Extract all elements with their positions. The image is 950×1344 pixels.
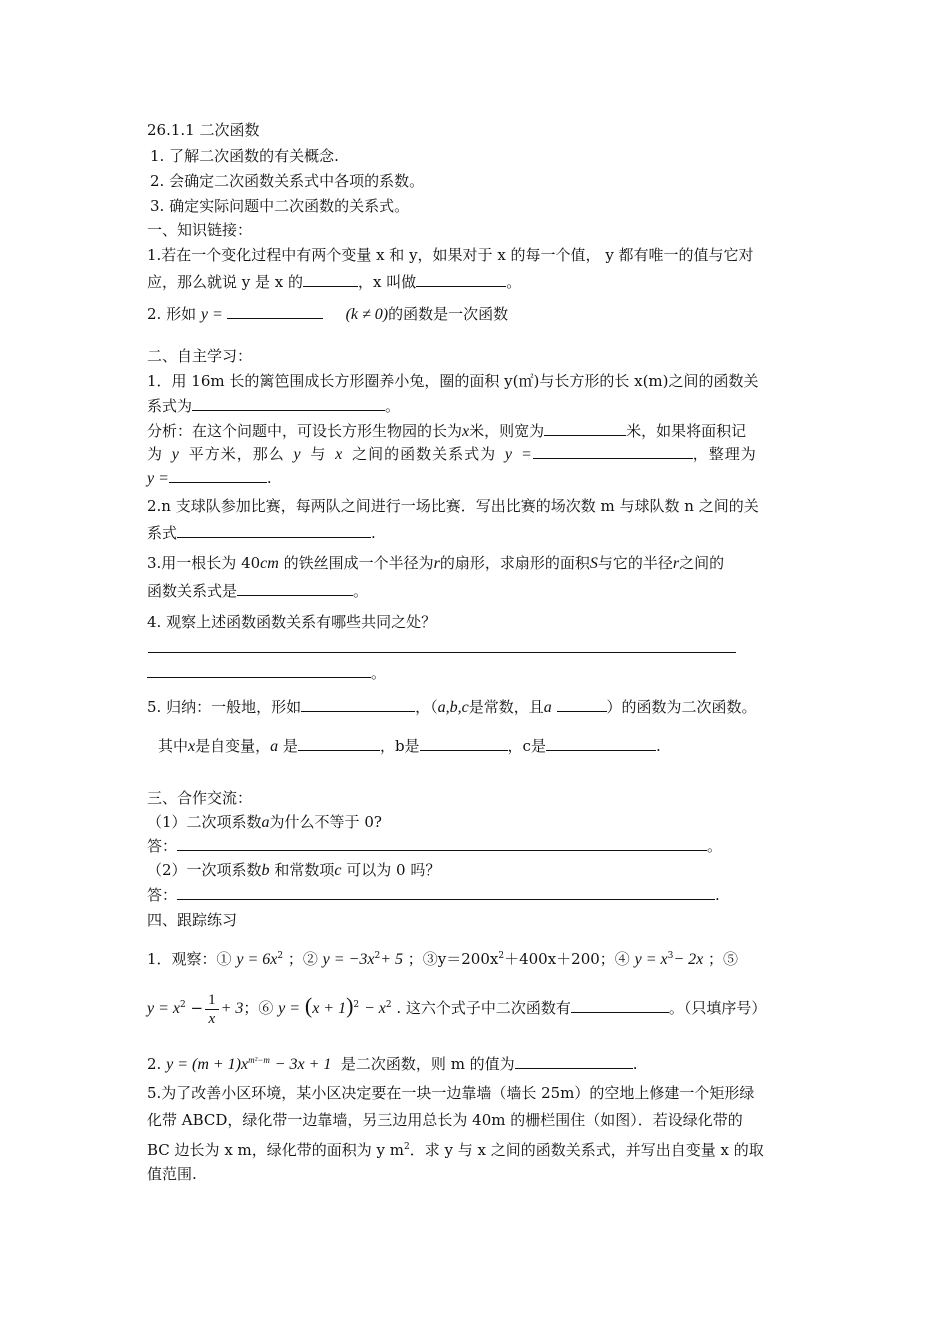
s4-q5-line4: 值范围. <box>147 1165 197 1183</box>
section-4-heading: 四、跟踪练习 <box>147 911 238 929</box>
s2-analysis-line3: y = . <box>147 469 272 487</box>
section-title: 26.1.1 二次函数 <box>147 121 260 139</box>
answer-line[interactable] <box>148 652 736 653</box>
s2-q3-line2: 函数关系式是 。 <box>147 582 369 600</box>
s4-q1-line1: 1．观察：① $y = 6x^2$ ；② $y = -3x^2+ 5$ ；$③y=200x^2+400x+200$；④ $y = x^3- 2x$ ；⑤ <box>147 950 739 968</box>
blank[interactable] <box>571 998 669 1013</box>
blank[interactable] <box>515 1054 633 1069</box>
s2-q5-line2: 其中x是自变量，a 是 ，b是 ，c是 . <box>158 737 661 755</box>
blank[interactable] <box>557 697 607 712</box>
s2-q3-line1: 3.用一根长为 40cm 的铁丝围成一个半径为r的扇形，求扇形的面积S与它的半径r之间的 <box>147 554 725 572</box>
objective-3: 3. 确定实际问题中二次函数的关系式。 <box>150 197 410 215</box>
s3-q1: （1）二次项系数a为什么不等于 0? <box>147 813 382 831</box>
s1-q2: 2. 形如 y = (k ≠ 0)的函数是一次函数 <box>147 305 509 323</box>
s4-q5-line3: BC 边长为 x m，绿化带的面积为 y $m^2$．求 y 与 x 之间的函数关系式，并写出自变量 x 的取 <box>147 1141 764 1159</box>
objective-2: 2. 会确定二次函数关系式中各项的系数。 <box>150 172 425 190</box>
section-1-heading: 一、知识链接： <box>147 221 253 239</box>
blank[interactable] <box>192 396 385 411</box>
s2-analysis-line1: 分析：在这个问题中，可设长方形生物园的长为x米，则宽为 米，如果将面积记 <box>147 422 747 440</box>
s1-q1-line2: 应，那么就说 y 是 x 的 ，x 叫做 。 <box>147 273 522 291</box>
s2-q5-line1: 5. 归纳：一般地，形如 ，（a,b,c是常数，且a ）的函数为二次函数。 <box>147 698 757 716</box>
s2-q4-line2: 。 <box>147 663 386 683</box>
s2-q2-line1: 2.n 支球队参加比赛，每两队之间进行一场比赛．写出比赛的场次数 m 与球队数 n 之间的关 <box>147 497 759 515</box>
s2-q1-line2: 系式为 。 <box>147 397 401 415</box>
s2-q4: 4. 观察上述函数函数关系有哪些共同之处？ <box>147 613 437 631</box>
s2-q1-line1: 1．用 16m 长的篱笆围成长方形圈养小兔，圈的面积 y(㎡)与长方形的长 x(m)之间的函数关 <box>147 372 759 390</box>
blank[interactable] <box>147 663 371 678</box>
blank[interactable] <box>237 581 353 596</box>
s1-q1-line1: 1.若在一个变化过程中有两个变量 x 和 y，如果对于 x 的每一个值， y 都有唯一的值与它对 <box>147 246 754 264</box>
s3-q2: （2）一次项系数b 和常数项c 可以为 0 吗？ <box>147 861 441 879</box>
section-3-heading: 三、合作交流： <box>147 789 253 807</box>
blank[interactable] <box>177 523 371 538</box>
blank[interactable] <box>420 736 508 751</box>
s4-q1-line2: $y = x^2$ − $\frac{1}{x}$ + 3；⑥ $y = (x + 1)^2 - x^2$ . 这六个式子中二次函数有 。（只填序号） <box>147 991 767 1027</box>
blank[interactable] <box>227 304 323 319</box>
blank[interactable] <box>544 421 626 436</box>
blank[interactable] <box>546 736 656 751</box>
s3-answer-2: 答： . <box>147 886 720 904</box>
s4-q2: 2. $y = (m + 1)x^{m^2-m} - 3x + 1$ 是二次函数，则 m 的值为 . <box>147 1055 638 1073</box>
blank[interactable] <box>533 444 693 459</box>
section-2-heading: 二、自主学习： <box>147 347 253 365</box>
blank[interactable] <box>169 468 267 483</box>
s2-analysis-line2: 为 y 平方米，那么 y 与 x 之间的函数关系式为 y = ，整理为 <box>147 445 757 463</box>
s2-q2-line2: 系式 . <box>147 524 376 542</box>
blank[interactable] <box>177 836 707 851</box>
objective-1: 1. 了解二次函数的有关概念. <box>150 147 339 165</box>
s4-q5-line2: 化带 ABCD，绿化带一边靠墙，另三边用总长为 40m 的栅栏围住（如图）．若设绿化带的 <box>147 1111 743 1129</box>
s3-answer-1: 答： 。 <box>147 837 723 855</box>
blank[interactable] <box>303 272 358 287</box>
s4-q5-line1: 5.为了改善小区环境，某小区决定要在一块一边靠墙（墙长 25m）的空地上修建一个矩形绿 <box>147 1084 755 1102</box>
blank[interactable] <box>298 736 380 751</box>
blank[interactable] <box>177 885 715 900</box>
blank[interactable] <box>301 697 415 712</box>
blank[interactable] <box>416 272 506 287</box>
